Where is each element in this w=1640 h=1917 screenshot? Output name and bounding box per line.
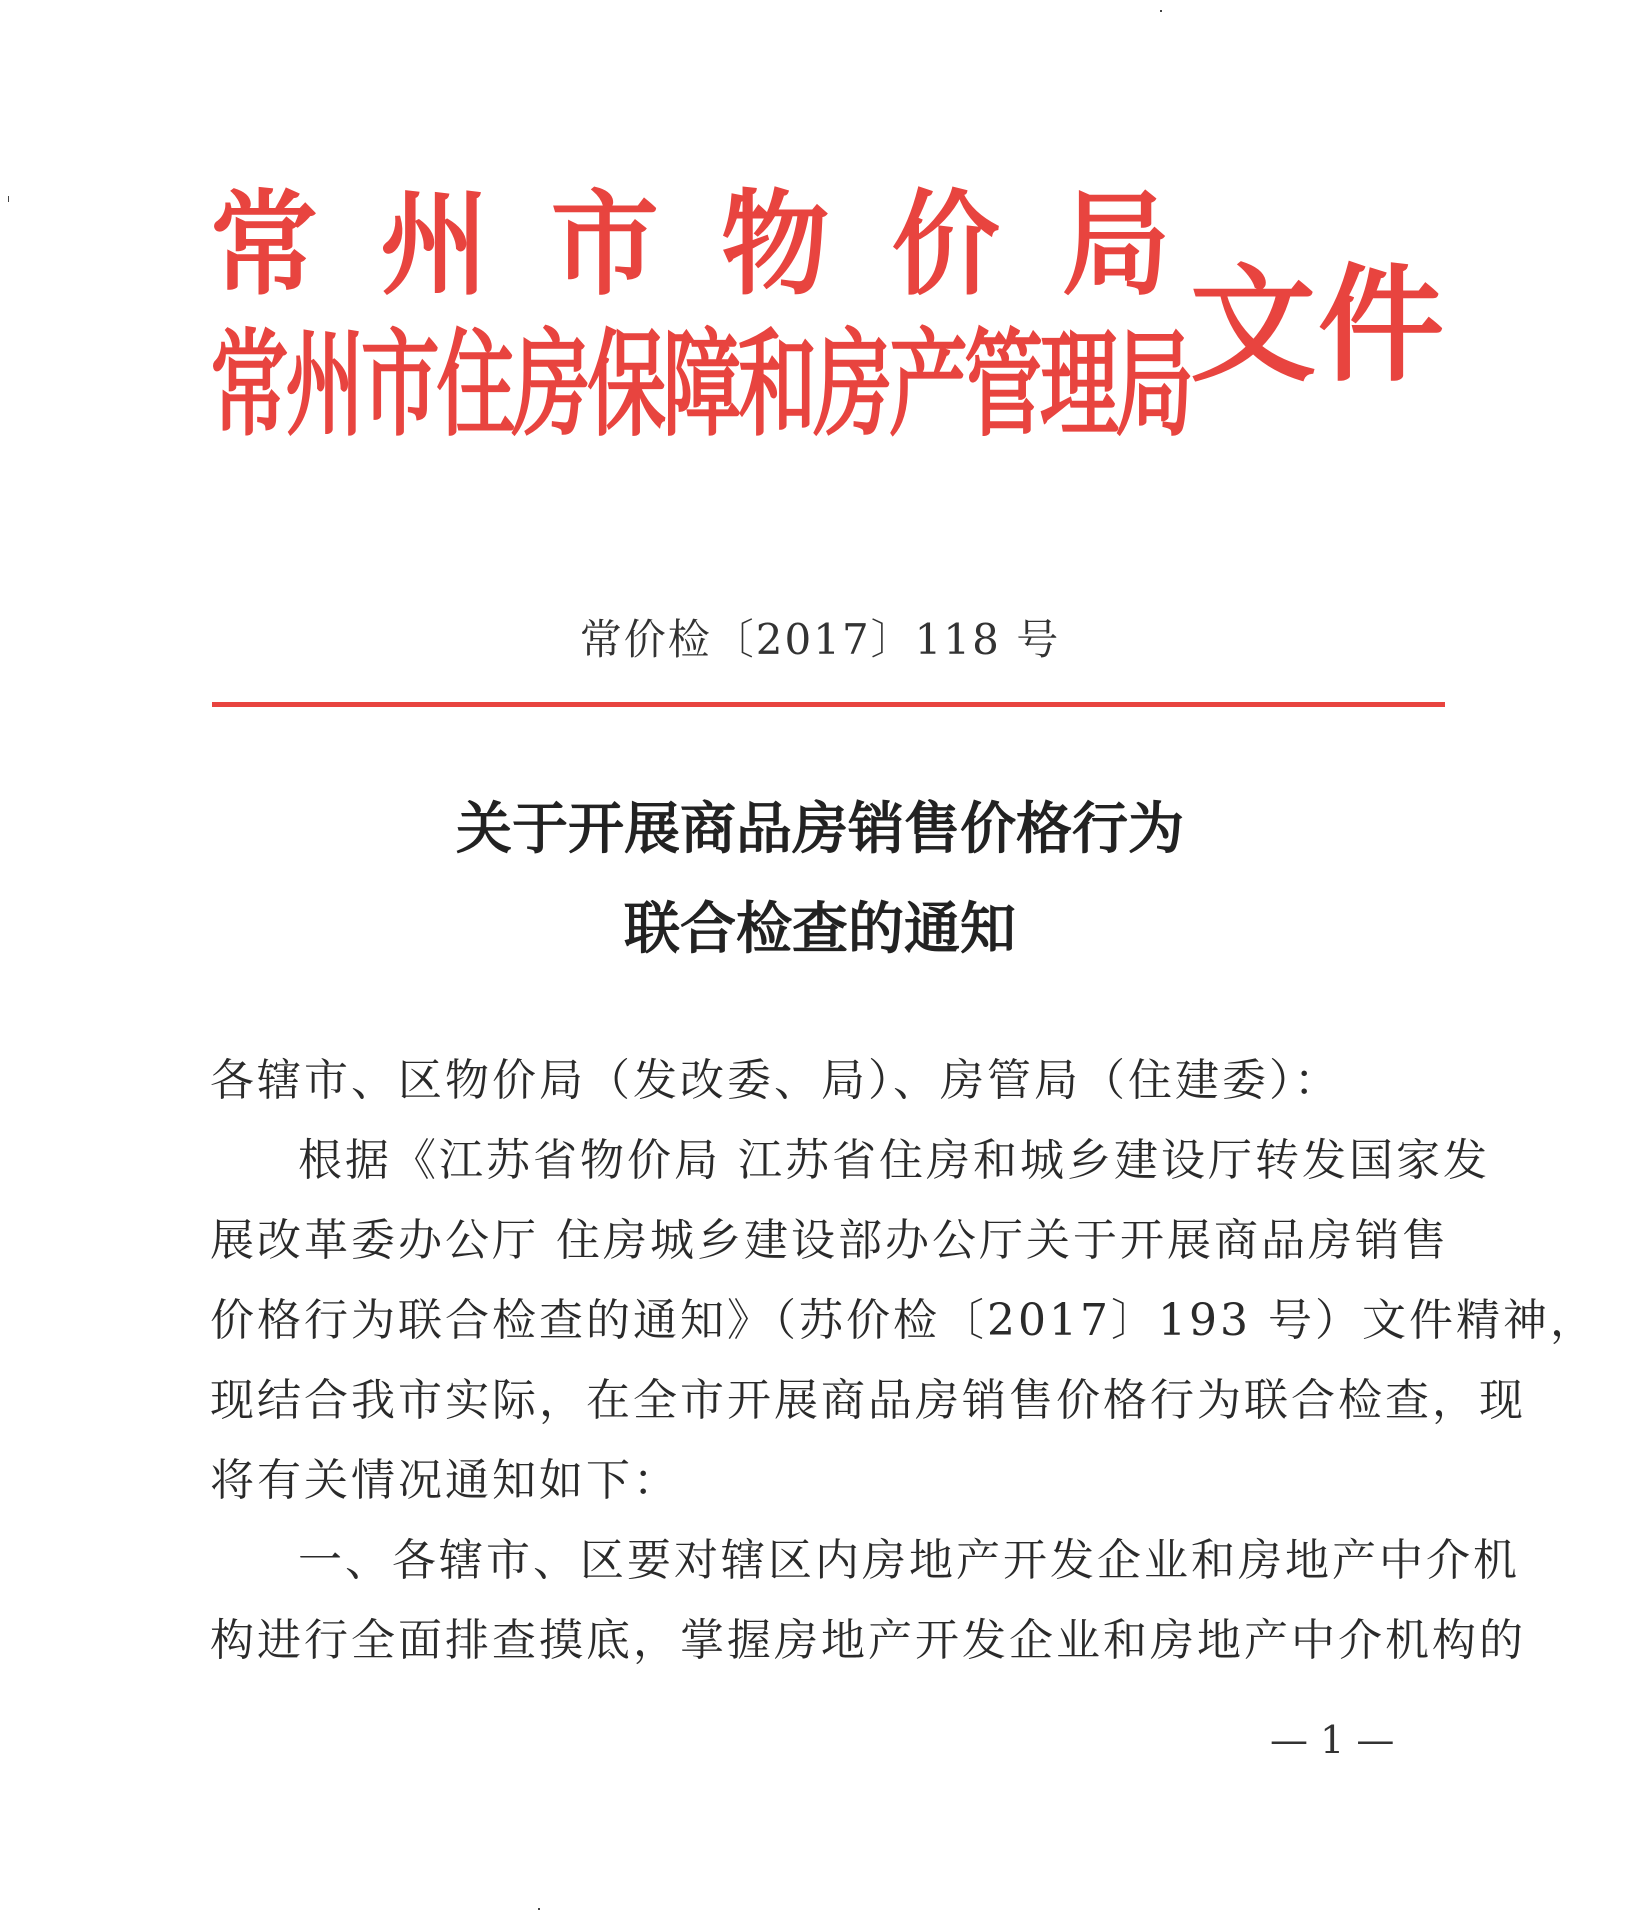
document-title-line-2: 联合检查的通知	[624, 897, 1016, 962]
org-char: 市	[550, 178, 659, 312]
org-char: 物	[721, 178, 830, 312]
scan-dot	[1160, 10, 1162, 12]
org-char: 州	[380, 178, 489, 312]
paragraph-1-line: 根据《江苏省物价局 江苏省住房和城乡建设厅转发国家发	[298, 1135, 1490, 1186]
paragraph-1-line: 价格行为联合检查的通知》（苏价检〔2017〕193 号）文件精神，	[210, 1295, 1597, 1346]
org-price-bureau	[210, 180, 1170, 310]
org-housing-bureau: 常州市住房保障和房产管理局	[210, 316, 1191, 453]
paragraph-1-line: 将有关情况通知如下：	[210, 1455, 680, 1506]
paragraph-1-line: 现结合我市实际，在全市开展商品房销售价格行为联合检查，现	[210, 1375, 1526, 1426]
addressee: 各辖市、区物价局（发改委、局）、房管局（住建委）：	[210, 1055, 1341, 1106]
scan-dot	[538, 1908, 540, 1910]
paragraph-1-line: 展改革委办公厅 住房城乡建设部办公厅关于开展商品房销售	[210, 1215, 1449, 1266]
issuing-organizations	[210, 180, 1190, 460]
red-divider-line	[212, 702, 1445, 707]
document-number: 常价检〔2017〕118 号	[579, 615, 1061, 664]
scan-dot	[8, 196, 9, 202]
paragraph-2-line: 一、各辖市、区要对辖区内房地产开发企业和房地产中介机	[298, 1535, 1520, 1586]
org-char: 常	[210, 178, 319, 312]
document-type-label: 文件	[1190, 251, 1446, 399]
document-title-line-1: 关于开展商品房销售价格行为	[456, 797, 1184, 862]
page-number: — 1 —	[1270, 1718, 1395, 1762]
org-char: 局	[1061, 178, 1170, 312]
paragraph-2-line: 构进行全面排查摸底，掌握房地产开发企业和房地产中介机构的	[210, 1615, 1526, 1666]
org-char: 价	[891, 178, 1000, 312]
